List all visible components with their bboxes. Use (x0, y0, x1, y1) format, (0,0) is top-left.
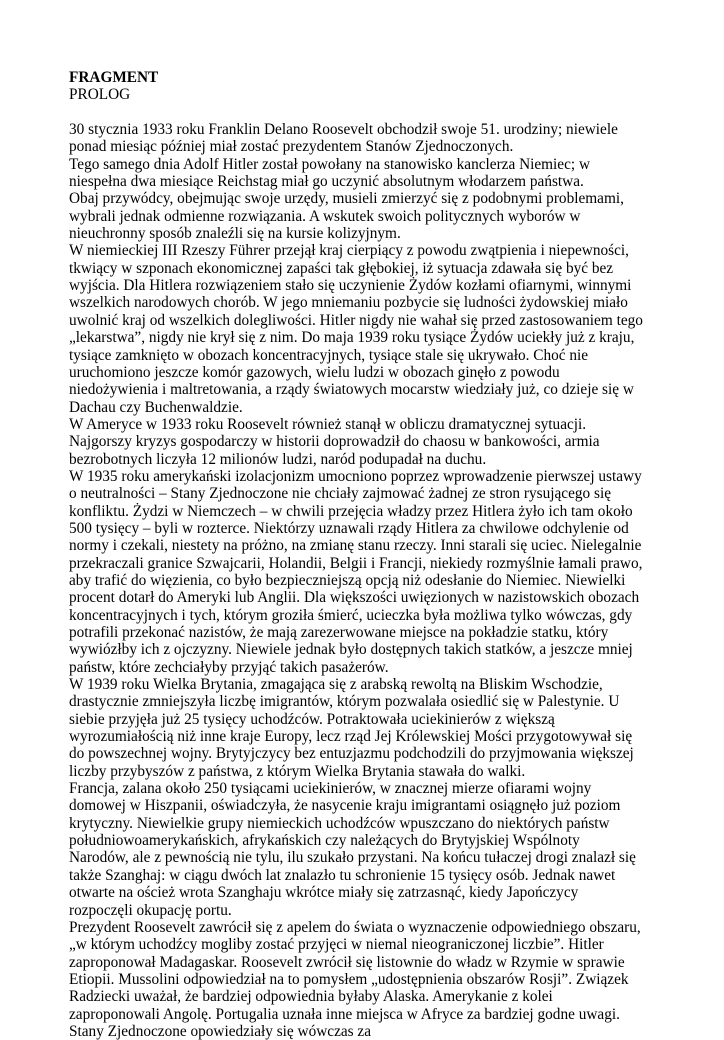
document-subheading: PROLOG (69, 86, 131, 104)
blank-line (69, 104, 643, 121)
paragraph-9: Prezydent Roosevelt zawrócił się z apelem do świata o wyznaczenie odpowiedniego obszaru, „w którym uchodźcy mogliby zostać przyjęci w niemal nieograniczonej liczbie”. Hitler zaproponował Madagaskar. Roosevelt zwrócił się listownie do władz w Rzymie w sprawie Etiopii. Mussolini odpowiedział na to pomysłem „udostępnienia obszarów Rosji”. Związek Radziecki uważał, że bardziej odpowiednia byłaby Alaska. Amerykanie z kolei zaproponowali Angolę. Portugalia uznała inne miejsca w Afryce za bardziej godne uwagi. Stany Zjednoczone opowiedziały się wówczas za (69, 918, 641, 1040)
document-body (69, 69, 643, 1040)
paragraph-3: Obaj przywódcy, obejmując swoje urzędy, musieli zmierzyć się z podobnymi problemami, wybrali jednak odmienne rozwiązania. A wskutek swoich politycznych wyborów w nieuchronny sposób znaleźli się na kursie kolizyjnym. (69, 190, 624, 243)
paragraph-4: W niemieckiej III Rzeszy Führer przejął kraj cierpiący z powodu zwątpienia i niepewności, tkwiący w szponach ekonomicznej zapaści tak głębokiej, iż sytuacja zdawała się być bez wyjścia. Dla Hitlera rozwiązeniem stało się uczynienie Żydów kozłami ofiarnymi, winnymi wszelkich narodowych chorób. W jego mniemaniu pozbycie się ludności żydowskiej miało uwolnić kraj od wszelkich dolegliwości. Hitler nigdy nie wahał się przed zastosowaniem tego „lekarstwa”, nigdy nie krył się z nim. Do maja 1939 roku tysiące Żydów uciekły już z kraju, tysiące zamknięto w obozach koncentracyjnych, tysiące stale się ukrywało. Choć nie uruchomiono jeszcze komór gazowych, wielu ludzi w obozach ginęło z powodu niedożywienia i maltretowania, a rządy światowych mocarstw wiedziały już, co dzieje się w Dachau czy Buchenwaldzie. (69, 242, 643, 416)
paragraph-8: Francja, zalana około 250 tysiącami uciekinierów, w znacznej mierze ofiarami wojny domowej w Hiszpanii, oświadczyła, że nasycenie kraju imigrantami osiągnęło już poziom krytyczny. Niewielkie grupy niemieckich uchodźców wpuszczano do niektórych państw południowoamerykańskich, afrykańskich czy należących do Brytyjskiej Wspólnoty Narodów, ale z pewnością nie tylu, ilu szukało przystani. Na końcu tułaczej drogi znalazł się także Szanghaj: w ciągu dwóch lat znalazło tu schronienie 15 tysięcy osób. Jednak nawet otwarte na oścież wrota Szanghaju wkrótce miały się zatrzasnąć, kiedy Japończycy rozpoczęli okupację portu. (69, 780, 636, 919)
document-heading: FRAGMENT (69, 69, 159, 86)
paragraph-6: W 1935 roku amerykański izolacjonizm umocniono poprzez wprowadzenie pierwszej ustawy o neutralności – Stany Zjednoczone nie chciały zajmować żadnej ze stron rysującego się konfliktu. Żydzi w Niemczech – w chwili przejęcia władzy przez Hitlera żyło ich tam około 500 tysięcy – byli w rozterce. Niektórzy uznawali rządy Hitlera za chwilowe odchylenie od normy i czekali, niestety na próżno, na zmianę stanu rzeczy. Inni starali się uciec. Nielegalnie przekraczali granice Szwajcarii, Holandii, Belgii i Francji, niekiedy rozmyślnie łamali prawo, aby trafić do więzienia, co było bezpieczniejszą opcją niż odesłanie do Niemiec. Niewielki procent dotarł do Ameryki lub Anglii. Dla większości uwięzionych w nazistowskich obozach koncentracyjnych i tych, którym groziła śmierć, ucieczka była możliwa tylko wówczas, gdy potrafili przekonać nazistów, że mają zarezerwowane miejsce na pokładzie statku, który wywiózłby ich z ojczyzny. Niewiele jednak było dostępnych takich statków, a jeszcze mniej państw, które zechciałyby przyjąć takich pasażerów. (69, 467, 643, 676)
paragraph-7: W 1939 roku Wielka Brytania, zmagająca się z arabską rewoltą na Bliskim Wschodzie, drastycznie zmniejszyła liczbę imigrantów, którym pozwalała osiedlić się w Palestynie. U siebie przyjęła już 25 tysięcy uchodźców. Potraktowała uciekinierów z większą wyrozumiałością niż inne kraje Europy, lecz rząd Jej Królewskiej Mości przygotowywał się do powszechnej wojny. Brytyjczycy bez entuzjazmu podchodzili do przyjmowania większej liczby przybyszów z państwa, z którym Wielka Brytania stawała do walki. (69, 676, 634, 780)
paragraph-1: 30 stycznia 1933 roku Franklin Delano Roosevelt obchodził swoje 51. urodziny; niewiele ponad miesiąc później miał zostać prezydentem Stanów Zjednoczonych. (69, 121, 618, 156)
paragraph-2: Tego samego dnia Adolf Hitler został powołany na stanowisko kanclerza Niemiec; w niespełna dwa miesiące Reichstag miał go uczynić absolutnym włodarzem państwa. (69, 155, 590, 191)
paragraph-5: W Ameryce w 1933 roku Roosevelt również stanął w obliczu dramatycznej sytuacji. Najgorszy kryzys gospodarczy w historii doprowadził do chaosu w bankowości, armia bezrobotnych liczyła 12 milionów ludzi, naród podupadał na duchu. (69, 415, 600, 468)
